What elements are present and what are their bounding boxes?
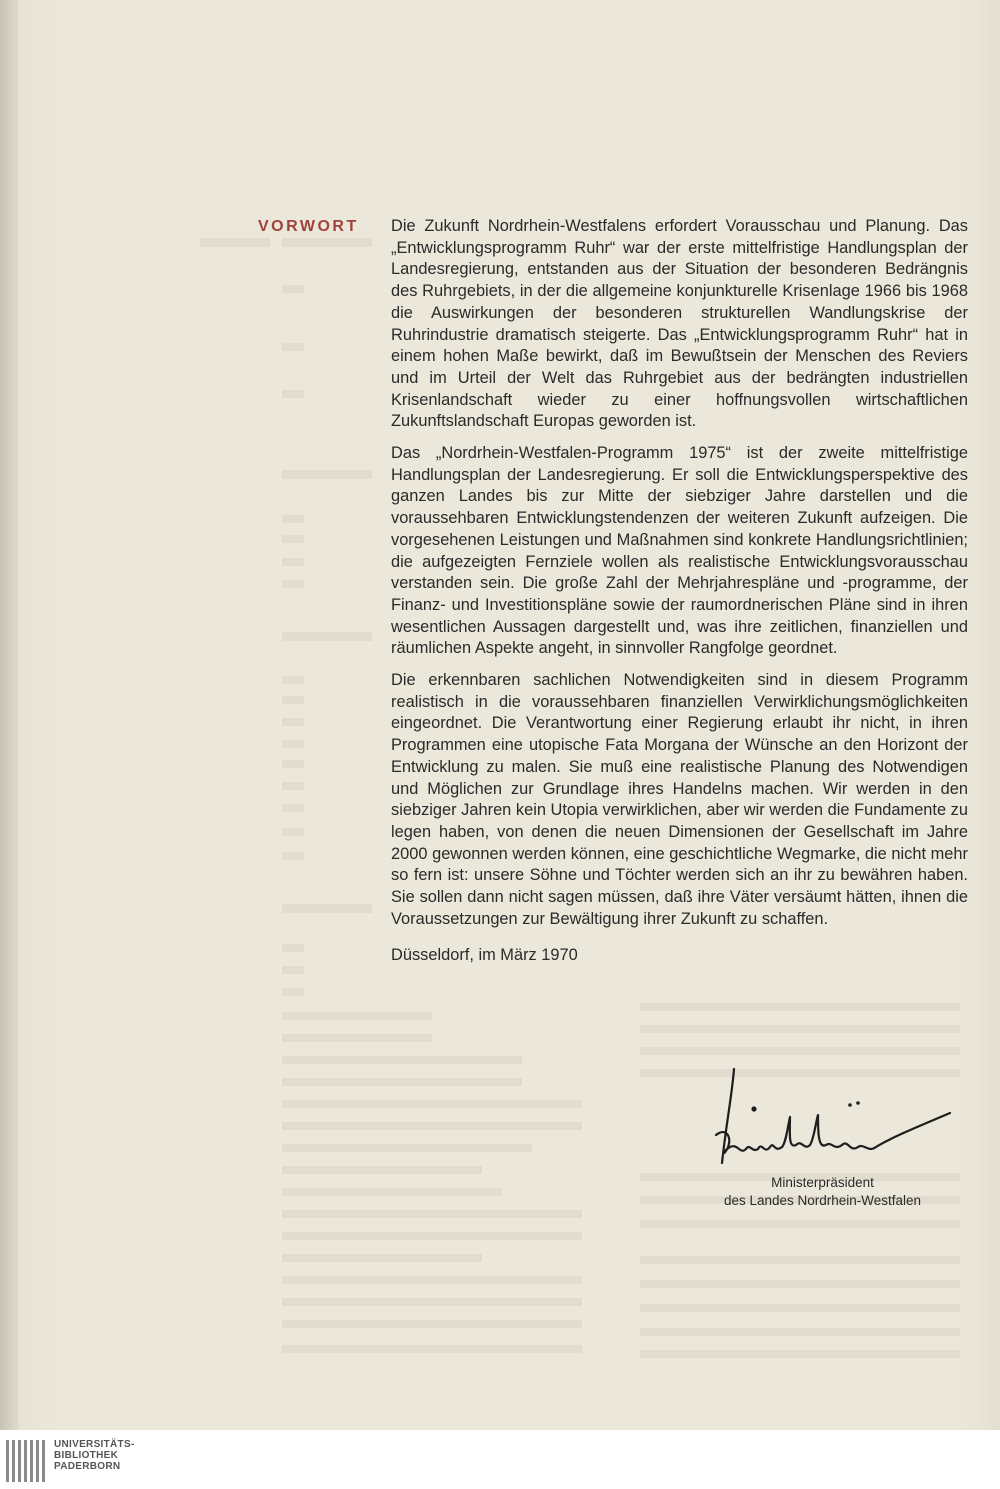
- library-logo-text: [54, 1439, 135, 1472]
- signatory-caption: [680, 1174, 955, 1210]
- signatory-title-line2: des Landes Nordrhein-Westfalen: [723, 1193, 922, 1208]
- library-logo-line3: PADERBORN: [54, 1461, 121, 1472]
- digitization-footer: [0, 1430, 1000, 1489]
- foreword-text: [391, 216, 968, 966]
- section-heading: VORWORT: [258, 218, 359, 235]
- library-logo-line2: BIBLIOTHEK: [54, 1450, 119, 1461]
- handwritten-signature: [712, 1065, 962, 1180]
- library-logo-line1: UNIVERSITÄTS-: [54, 1439, 135, 1450]
- library-logo-icon: [4, 1438, 48, 1486]
- dateline: Düsseldorf, im März 1970: [391, 945, 578, 964]
- paragraph-3: Die erkennbaren sachlichen Notwendigkeiten sind in diesem Programm realistisch in die voraussehbaren finanziellen Verwirklichungsmöglichkeiten eingeordnet. Die Verantwortung einer Regierung erlaubt ihr nicht, in ihren Programmen eine utopische Fata Morgana der Wünsche an den Horizont der Entwicklung zu malen. Sie muß eine realistische Planung des Notwendigen und Möglichen zur Grundlage ihres Handelns machen. Wir werden in den siebziger Jahren kein Utopia verwirklichen, aber wir werden die Fundamente zu legen haben, von denen die neuen Dimensionen der Gesellschaft im Jahre 2000 gewonnen werden können, eine geschichtliche Wegmarke, die nicht mehr so fern ist: unsere Söhne und Töchter werden sich an ihr zu bewähren haben. Sie sollen dann nicht sagen müssen, daß ihre Väter versäumt hätten, ihnen die Voraussetzungen zur Bewältigung ihrer Zukunft zu schaffen.: [391, 671, 968, 928]
- signatory-title-line1: Ministerpräsident: [771, 1175, 874, 1190]
- paragraph-1: Die Zukunft Nordrhein-Westfalens erfordert Vorausschau und Planung. Das „Entwicklungsprogramm Ruhr“ war der erste mittelfristige Handlungsplan der Landesregierung, entstanden aus der Situation der besonderen Bedrängnis des Ruhrgebiets, in der die allgemeine konjunkturelle Krisenlage 1966 bis 1968 die Auswirkungen der besonderen strukturellen Wandlungskrise der Ruhrindustrie dramatisch steigerte. Das „Entwicklungsprogramm Ruhr“ hat in einem hohen Maße bewirkt, daß im Bewußtsein der Menschen des Reviers und im Urteil der Welt das Ruhrgebiet aus der bedrängten industriellen Krisenlandschaft wieder zu einer hoffnungsvollen wirtschaftlichen Zukunftslandschaft Europas geworden ist.: [391, 217, 968, 431]
- paragraph-2: Das „Nordrhein-Westfalen-Programm 1975“ ist der zweite mittelfristige Handlungsplan der Landesregierung. Er soll die Entwicklungsperspektive des ganzen Landes bis zur Mitte der siebziger Jahre darstellen und die voraussehbaren Entwicklungstendenzen der weiteren Zukunft aufzeigen. Die vorgesehenen Leistungen und Maßnahmen sind konkrete Handlungsrichtlinien; die aufgezeigten Fernziele wollen als realistische Entwicklungsvorausschau verstanden sein. Die große Zahl der Mehrjahrespläne und -programme, der Finanz- und Investitionspläne sowie der raumordnerischen Pläne sind in ihren wesentlichen Aussagen dargestellt und, was ihre zeitlichen, finanziellen und räumlichen Aspekte angeht, in sinnvoller Rangfolge geordnet.: [391, 444, 968, 658]
